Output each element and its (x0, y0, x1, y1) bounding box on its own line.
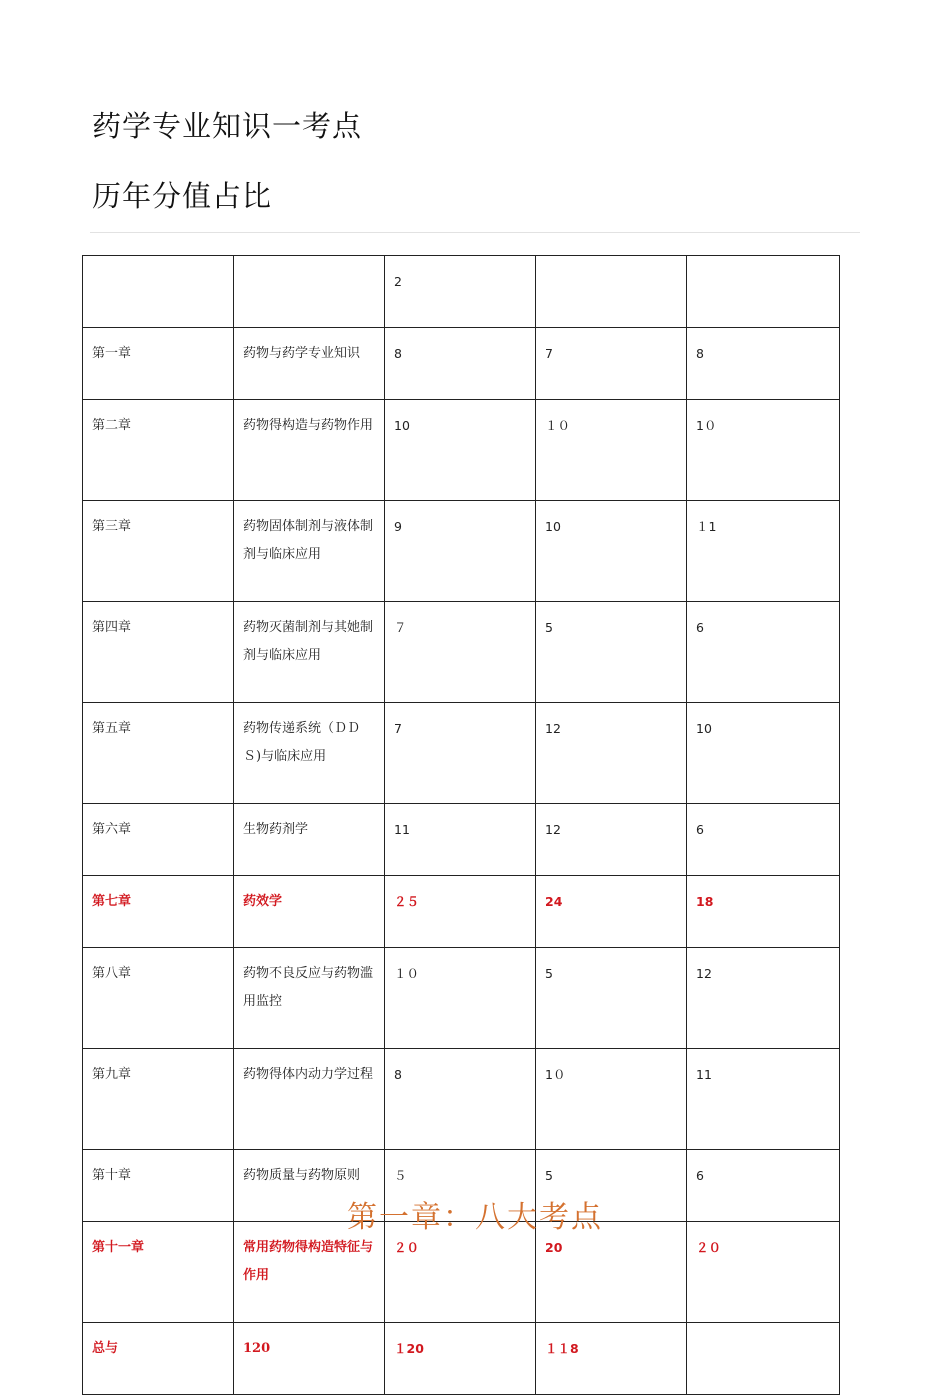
score-cell-text: 8 (696, 346, 704, 361)
score-cell-text: １０ (545, 418, 571, 433)
chapter-cell-text: 第十章 (92, 1168, 132, 1183)
score-cell-text: 11 (394, 822, 410, 837)
score-cell-text: 10 (545, 519, 561, 534)
chapter-name-cell-text: 常用药物得构造特征与作用 (243, 1240, 374, 1283)
score-cell-text: 12 (696, 966, 712, 981)
chapter-cell-text: 第三章 (92, 519, 132, 534)
chapter-cell (83, 400, 234, 501)
score-cell-text: 6 (696, 1168, 704, 1183)
score-cell-text: 5 (545, 620, 553, 635)
table-row (83, 1222, 840, 1323)
score-cell-text: 12 (545, 822, 561, 837)
chapter-cell-text: 第十一章 (92, 1240, 145, 1255)
chapter-name-cell-text: 生物药剂学 (243, 822, 309, 837)
document-title: 药学专业知识一考点 (92, 109, 363, 143)
score-cell (385, 602, 536, 703)
score-cell-text: 5 (545, 1168, 553, 1183)
chapter-cell (83, 876, 234, 948)
chapter-cell (83, 1049, 234, 1150)
chapter-name-cell (234, 400, 385, 501)
chapter-name-cell (234, 1222, 385, 1323)
table-row (83, 703, 840, 804)
chapter-name-cell (234, 328, 385, 400)
chapter-cell (83, 328, 234, 400)
chapter-name-cell (234, 1323, 385, 1395)
score-cell (536, 1222, 687, 1323)
chapter-cell (83, 256, 234, 328)
table-row (83, 400, 840, 501)
chapter-name-cell (234, 501, 385, 602)
score-cell (385, 804, 536, 876)
score-cell (385, 256, 536, 328)
score-cell-text: １1 (696, 519, 717, 534)
chapter-cell-text: 总与 (92, 1341, 119, 1356)
score-cell (536, 948, 687, 1049)
table-row (83, 948, 840, 1049)
score-cell-text: 1０ (545, 1067, 566, 1082)
score-cell (687, 804, 840, 876)
score-cell (385, 703, 536, 804)
score-cell-text: ２０ (394, 1240, 420, 1255)
table-row (83, 501, 840, 602)
chapter-cell-text: 第二章 (92, 418, 132, 433)
score-cell-text: 11 (696, 1067, 712, 1082)
score-cell (385, 328, 536, 400)
section-heading: 第一章：八大考点 (347, 1200, 603, 1235)
score-cell (687, 1222, 840, 1323)
chapter-cell (83, 804, 234, 876)
chapter-name-cell-text: 药物传递系统（ＤＤＳ)与临床应用 (243, 721, 361, 764)
table-row (83, 602, 840, 703)
chapter-name-cell (234, 876, 385, 948)
chapter-cell-text: 第六章 (92, 822, 132, 837)
chapter-name-cell (234, 256, 385, 328)
chapter-name-cell-text: 药物得体内动力学过程 (243, 1067, 374, 1082)
divider (90, 232, 860, 233)
chapter-name-cell (234, 1049, 385, 1150)
score-cell (385, 400, 536, 501)
score-cell (385, 1049, 536, 1150)
score-cell (536, 400, 687, 501)
chapter-cell-text: 第五章 (92, 721, 132, 736)
table-row (83, 328, 840, 400)
score-cell-text: ２５ (394, 894, 420, 909)
table-row (83, 876, 840, 948)
score-cell (687, 1323, 840, 1395)
table-row (83, 1323, 840, 1395)
table-row (83, 804, 840, 876)
chapter-name-cell (234, 703, 385, 804)
score-cell (687, 948, 840, 1049)
chapter-cell (83, 501, 234, 602)
chapter-name-cell-text: 药效学 (243, 894, 283, 909)
chapter-cell (83, 602, 234, 703)
score-cell-text: 8 (394, 346, 402, 361)
chapter-cell-text: 第四章 (92, 620, 132, 635)
chapter-cell (83, 1323, 234, 1395)
chapter-name-cell-text: 药物灭菌制剂与其她制剂与临床应用 (243, 620, 374, 663)
score-cell-text: １０ (394, 966, 420, 981)
score-cell-text: 1０ (696, 418, 717, 433)
score-cell-text: 7 (394, 721, 402, 736)
chapter-cell-text: 第九章 (92, 1067, 132, 1082)
score-cell (687, 1049, 840, 1150)
chapter-name-cell (234, 602, 385, 703)
score-cell-text: 24 (545, 894, 563, 909)
score-cell-text: 9 (394, 519, 402, 534)
score-cell (687, 602, 840, 703)
score-cell (536, 1049, 687, 1150)
score-cell (536, 1323, 687, 1395)
score-cell (385, 876, 536, 948)
score-cell-text: ５ (394, 1168, 407, 1183)
chapter-cell (83, 703, 234, 804)
score-cell (687, 328, 840, 400)
chapter-cell-text: 第七章 (92, 894, 132, 909)
score-cell (687, 256, 840, 328)
score-cell-text: 8 (394, 1067, 402, 1082)
chapter-cell-text: 第八章 (92, 966, 132, 981)
score-cell (385, 948, 536, 1049)
score-cell-text: 7 (545, 346, 553, 361)
score-cell (687, 703, 840, 804)
score-cell-text: １20 (394, 1341, 424, 1356)
score-cell (687, 501, 840, 602)
score-cell-text: ７ (394, 620, 407, 635)
score-cell-text: 5 (545, 966, 553, 981)
score-cell (536, 703, 687, 804)
chapter-cell (83, 948, 234, 1049)
chapter-name-cell-text: 药物固体制剂与液体制剂与临床应用 (243, 519, 374, 562)
score-cell-text: 6 (696, 822, 704, 837)
chapter-name-cell-text: 药物与药学专业知识 (243, 346, 361, 361)
chapter-name-cell-text: 120 (243, 1341, 271, 1356)
score-cell (536, 256, 687, 328)
score-cell (385, 501, 536, 602)
chapter-cell (83, 1222, 234, 1323)
chapter-name-cell (234, 804, 385, 876)
score-cell-text: 20 (545, 1240, 563, 1255)
chapter-name-cell (234, 948, 385, 1049)
score-cell-text: 6 (696, 620, 704, 635)
score-cell (536, 501, 687, 602)
chapter-cell-text: 第一章 (92, 346, 132, 361)
score-cell (385, 1222, 536, 1323)
score-cell (536, 328, 687, 400)
score-cell (536, 876, 687, 948)
score-cell-text: 2 (394, 274, 402, 289)
chapter-name-cell-text: 药物得构造与药物作用 (243, 418, 374, 433)
table-row (83, 256, 840, 328)
score-cell-text: 12 (545, 721, 561, 736)
score-cell-text: １１8 (545, 1341, 579, 1356)
score-cell (536, 804, 687, 876)
score-cell-text: 10 (394, 418, 410, 433)
score-cell-text: ２０ (696, 1240, 722, 1255)
score-cell (536, 602, 687, 703)
score-cell (385, 1323, 536, 1395)
chapter-name-cell-text: 药物不良反应与药物滥用监控 (243, 966, 374, 1009)
table-row (83, 1049, 840, 1150)
score-cell-text: 10 (696, 721, 712, 736)
document-subtitle: 历年分值占比 (92, 179, 273, 213)
chapter-name-cell-text: 药物质量与药物原则 (243, 1168, 361, 1183)
score-cell (687, 876, 840, 948)
score-cell (687, 400, 840, 501)
score-cell-text: 18 (696, 894, 714, 909)
